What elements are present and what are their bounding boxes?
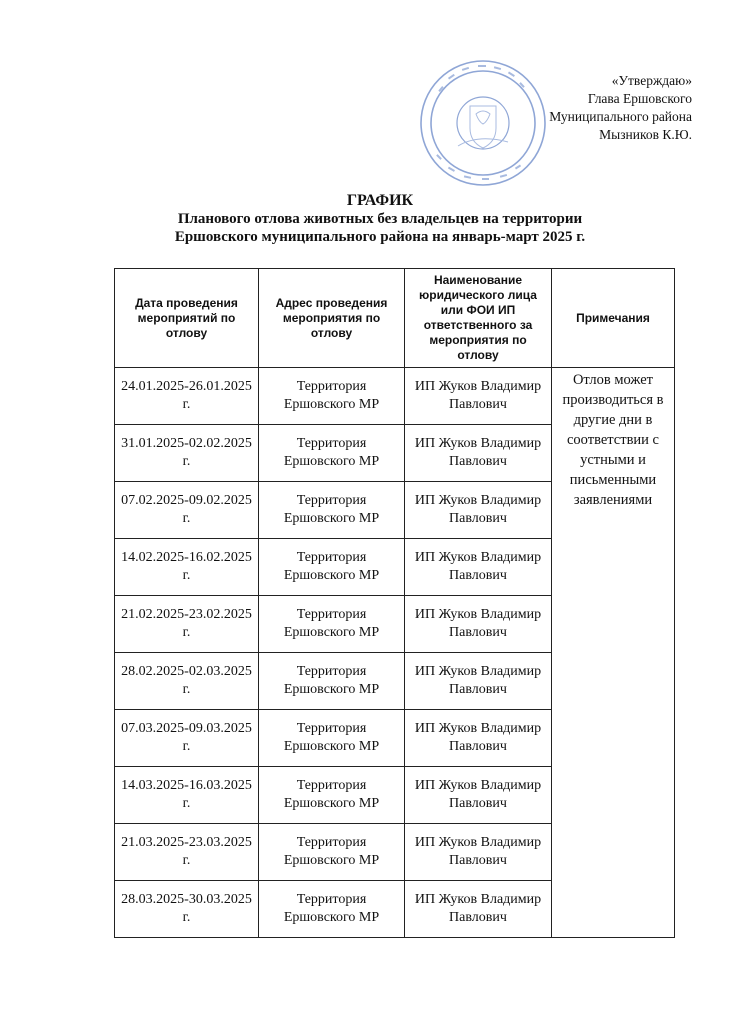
- cell-responsible: ИП Жуков Владимир Павлович: [405, 539, 552, 596]
- cell-date: 28.02.2025-02.03.2025 г.: [115, 653, 259, 710]
- cell-notes: Отлов может производиться в другие дни в соответствии с устными и письменными заявлениями: [552, 368, 675, 938]
- header-address: Адрес проведения мероприятия по отлову: [259, 269, 405, 368]
- approval-line-position: Глава Ершовского: [587, 91, 692, 106]
- cell-date: 07.02.2025-09.02.2025 г.: [115, 482, 259, 539]
- cell-address: Территория Ершовского МР: [259, 596, 405, 653]
- cell-address: Территория Ершовского МР: [259, 767, 405, 824]
- approval-block: [452, 72, 692, 144]
- cell-date: 28.03.2025-30.03.2025 г.: [115, 881, 259, 938]
- header-date: Дата проведения мероприятий по отлову: [115, 269, 259, 368]
- cell-address: Территория Ершовского МР: [259, 653, 405, 710]
- cell-date: 24.01.2025-26.01.2025 г.: [115, 368, 259, 425]
- cell-address: Территория Ершовского МР: [259, 881, 405, 938]
- approval-line-district: Муниципального района: [549, 109, 692, 124]
- cell-responsible: ИП Жуков Владимир Павлович: [405, 425, 552, 482]
- header-notes: Примечания: [552, 269, 675, 368]
- cell-responsible: ИП Жуков Владимир Павлович: [405, 653, 552, 710]
- cell-date: 14.02.2025-16.02.2025 г.: [115, 539, 259, 596]
- cell-address: Территория Ершовского МР: [259, 425, 405, 482]
- approval-line-signatory: Мызников К.Ю.: [599, 127, 692, 142]
- title-heading: ГРАФИК: [346, 192, 414, 209]
- document-title: [100, 192, 660, 246]
- cell-date: 21.03.2025-23.03.2025 г.: [115, 824, 259, 881]
- title-line-2: Ершовского муниципального района на январь-март 2025 г.: [174, 229, 586, 245]
- table-row: [115, 368, 675, 425]
- cell-address: Территория Ершовского МР: [259, 824, 405, 881]
- cell-responsible: ИП Жуков Владимир Павлович: [405, 767, 552, 824]
- cell-responsible: ИП Жуков Владимир Павлович: [405, 482, 552, 539]
- cell-address: Территория Ершовского МР: [259, 368, 405, 425]
- cell-date: 21.02.2025-23.02.2025 г.: [115, 596, 259, 653]
- cell-date: 07.03.2025-09.03.2025 г.: [115, 710, 259, 767]
- header-responsible: Наименование юридического лица или ФОИ ИП ответственного за мероприятия по отлову: [405, 269, 552, 368]
- table-header-row: [115, 269, 675, 368]
- cell-date: 14.03.2025-16.03.2025 г.: [115, 767, 259, 824]
- cell-date: 31.01.2025-02.02.2025 г.: [115, 425, 259, 482]
- cell-address: Территория Ершовского МР: [259, 539, 405, 596]
- title-line-1: Планового отлова животных без владельцев на территории: [177, 211, 583, 227]
- cell-responsible: ИП Жуков Владимир Павлович: [405, 368, 552, 425]
- cell-address: Территория Ершовского МР: [259, 710, 405, 767]
- cell-responsible: ИП Жуков Владимир Павлович: [405, 710, 552, 767]
- cell-responsible: ИП Жуков Владимир Павлович: [405, 881, 552, 938]
- schedule-table: [114, 268, 675, 938]
- cell-address: Территория Ершовского МР: [259, 482, 405, 539]
- cell-responsible: ИП Жуков Владимир Павлович: [405, 824, 552, 881]
- approval-line-approve: «Утверждаю»: [611, 73, 692, 88]
- cell-responsible: ИП Жуков Владимир Павлович: [405, 596, 552, 653]
